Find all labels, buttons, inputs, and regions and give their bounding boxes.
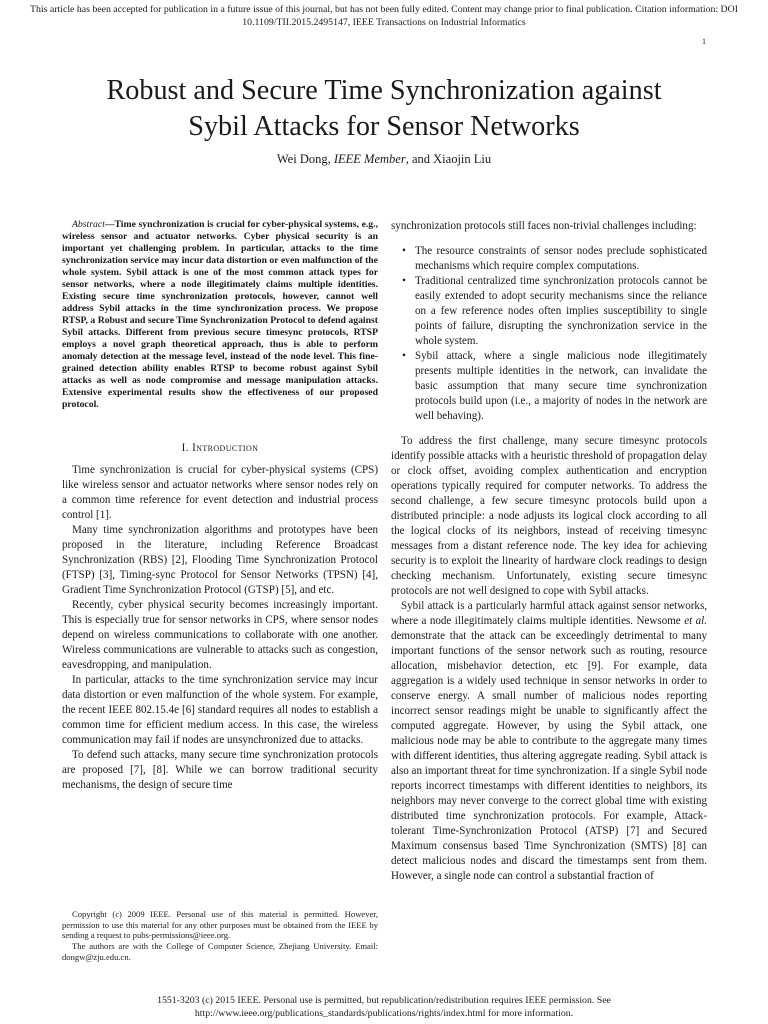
publication-notice [10, 3, 758, 29]
list-item [402, 349, 707, 424]
list-item-text: Sybil attack, where a single malicious node illegitimately presents multiple identities in the network, can invalidate the basic assumption that many secure time synchronization protocols build upon (i.e., a majority of nodes in the network are well behaving). [415, 350, 707, 422]
abstract-text: —Time synchronization is crucial for cyber-physical systems, e.g., wireless sensor and actuator networks. Cyber physical security is an important yet challenging problem. In particular, attacks to the time synchronization service may incur data distortion or even malfunction of the whole system. Sybil attack is one of the most common attack types for sensor networks, where a node illegitimately claims multiple identities. Existing secure time synchronization protocols, however, cannot well address Sybil attacks in the time synchronization process. We propose RTSP, a Robust and secure Time Synchronization Protocol to defend against Sybil attacks. Different from previous secure timesync protocols, RTSP employs a novel graph theoretical approach, thus is able to perform anomaly detection at the message level, instead of the node level. This fine-grained detection ability enables RTSP to become robust against Sybil attacks as well as node compromise and message manipulation attacks. Extensive experimental results show the effectiveness of our proposed protocol. [62, 219, 378, 410]
paragraph-2-start: Sybil attack is a particularly harmful attack against sensor networks, where a node illegitimately claims multiple identities. Newsome [391, 600, 707, 627]
copyright-footer [10, 994, 758, 1020]
section-heading-introduction [62, 441, 378, 456]
author-line [40, 152, 728, 167]
paper-title [40, 73, 728, 145]
bullet-icon: • [402, 275, 406, 287]
et-al-text: et al. [684, 615, 707, 627]
authors-prefix: Wei Dong, [276, 152, 334, 166]
body-paragraph-1: To address the first challenge, many secure timesync protocols identify possible attacks with a heuristic threshold of propagation delay or clock offset, avoiding complex authentication and encryption operations typically required for computer networks. To address the second challenge, a few secure timesync protocols build upon a distributed principle: a node adjusts its logical clock according to all the logical clocks of its neighbors, instead of receiving timesync messages from a distant reference node. The key idea for achieving security is to exploit the linearity of hardware clock readings to design checking mechanism. Unfortunately, existing secure timesync protocols are not well designed to cope with Sybil attacks. [391, 435, 707, 597]
section-title: Introduction [192, 442, 259, 454]
paper-title-line-2: Sybil Attacks for Sensor Networks [188, 111, 580, 142]
authors-suffix: , and Xiaojin Liu [405, 152, 492, 166]
challenges-lead-in: synchronization protocols still faces non-trivial challenges including: [391, 220, 697, 232]
abstract-label: Abstract [72, 219, 105, 230]
list-item-text: Traditional centralized time synchronization protocols cannot be easily extended to adopt security mechanisms since the reliance on a few reference nodes often implies susceptibility to single points of failure, disrupting the synchronization service in the whole system. [415, 275, 707, 347]
list-item [402, 274, 707, 349]
intro-paragraph-1: Time synchronization is crucial for cyber-physical systems (CPS) like wireless sensor and actuator networks where sensor nodes rely on a common time reference for event detection and industrial process control [1]. [62, 464, 378, 521]
copyright-footer-line-1: 1551-3203 (c) 2015 IEEE. Personal use is permitted, but republication/redistribution requires IEEE permission. See [157, 995, 611, 1006]
publication-notice-line-2: 10.1109/TII.2015.2495147, IEEE Transactions on Industrial Informatics [242, 17, 526, 28]
right-column [391, 219, 707, 884]
paragraph-2-rest: demonstrate that the attack can be exceedingly detrimental to many important functions of the sensor network such as routing, resource allocation, misbehavior detection, etc [9]. For example, data aggregation is a widely used technique in sensor networks in order to conserve energy. A small number of malicious nodes reporting incorrect sensor readings might be unable to significantly affect the computed aggregate. However, by using the Sybil attack, one malicious node may be able to contribute to the aggregate many times with different identities, thus altering aggregate reading. Sybil attack is also an important threat for time synchronization. If a single Sybil node reports incorrect timestamps with different identities to neighbors, its neighbors may never converge to the correct global time with existing distributed time synchronization protocols. For example, Attack-tolerant Time-Synchronization Protocol (ATSP) [7] and Secured Maximum consensus based Time Synchronization (SMTS) [8] can detect malicious nodes and discard the timestamps sent from them. However, a single node can control a substantial fraction of [391, 630, 707, 882]
intro-paragraph-4: In particular, attacks to the time synchronization service may incur data distortion or even malfunction of the whole system. For example, the recent IEEE 802.15.4e [6] standard requires all nodes to establish a common time for efficient medium access. In this case, the wireless communication may fail if nodes are unsynchronized due to attacks. [62, 674, 378, 746]
bullet-icon: • [402, 245, 406, 257]
abstract [62, 219, 378, 411]
challenge-list [391, 244, 707, 424]
paper-title-line-1: Robust and Secure Time Synchronization against [106, 75, 662, 106]
intro-paragraph-2: Many time synchronization algorithms and prototypes have been proposed in the literature, including Reference Broadcast Synchronization (RBS) [2], Flooding Time Synchronization Protocol (FTSP) [3], Timing-sync Protocol for Sensor Networks (TPSN) [4], Gradient Time Synchronization Protocol (GTSP) [5], and etc. [62, 524, 378, 596]
authors-role: IEEE Member [333, 152, 406, 166]
section-numeral: I. [181, 442, 193, 454]
bullet-icon: • [402, 350, 406, 362]
copyright-footer-line-2: http://www.ieee.org/publications_standards/publications/rights/index.html for more information. [194, 1008, 574, 1019]
intro-paragraph-3: Recently, cyber physical security becomes increasingly important. This is especially true for sensor networks in CPS, where sensor nodes depend on wireless communications to collaborate with one another. Wireless communications are vulnerable to attacks such as congestion, eavesdropping, and manipulation. [62, 599, 378, 671]
footnote-copyright: Copyright (c) 2009 IEEE. Personal use of this material is permitted. However, permission to use this material for any other purposes must be obtained from the IEEE by sending a request to pubs-permissions@ieee.org. [62, 909, 378, 941]
left-column [62, 219, 378, 793]
body-paragraph-2 [391, 599, 707, 884]
footnote [62, 909, 378, 963]
intro-paragraph-5: To defend such attacks, many secure time synchronization protocols are proposed [7], [8]. While we can borrow traditional security mechanisms, the design of secure time [62, 749, 378, 791]
publication-notice-line-1: This article has been accepted for publication in a future issue of this journal, but has not been fully edited. Content may change prior to final publication. Citation information: DOI [30, 4, 738, 15]
list-item-text: The resource constraints of sensor nodes preclude sophisticated mechanisms which require complex computations. [415, 245, 707, 272]
list-item [402, 244, 707, 274]
page-number: 1 [702, 37, 706, 46]
footnote-affiliation: The authors are with the College of Computer Science, Zhejiang University. Email: dongw@zju.edu.cn. [62, 941, 378, 962]
